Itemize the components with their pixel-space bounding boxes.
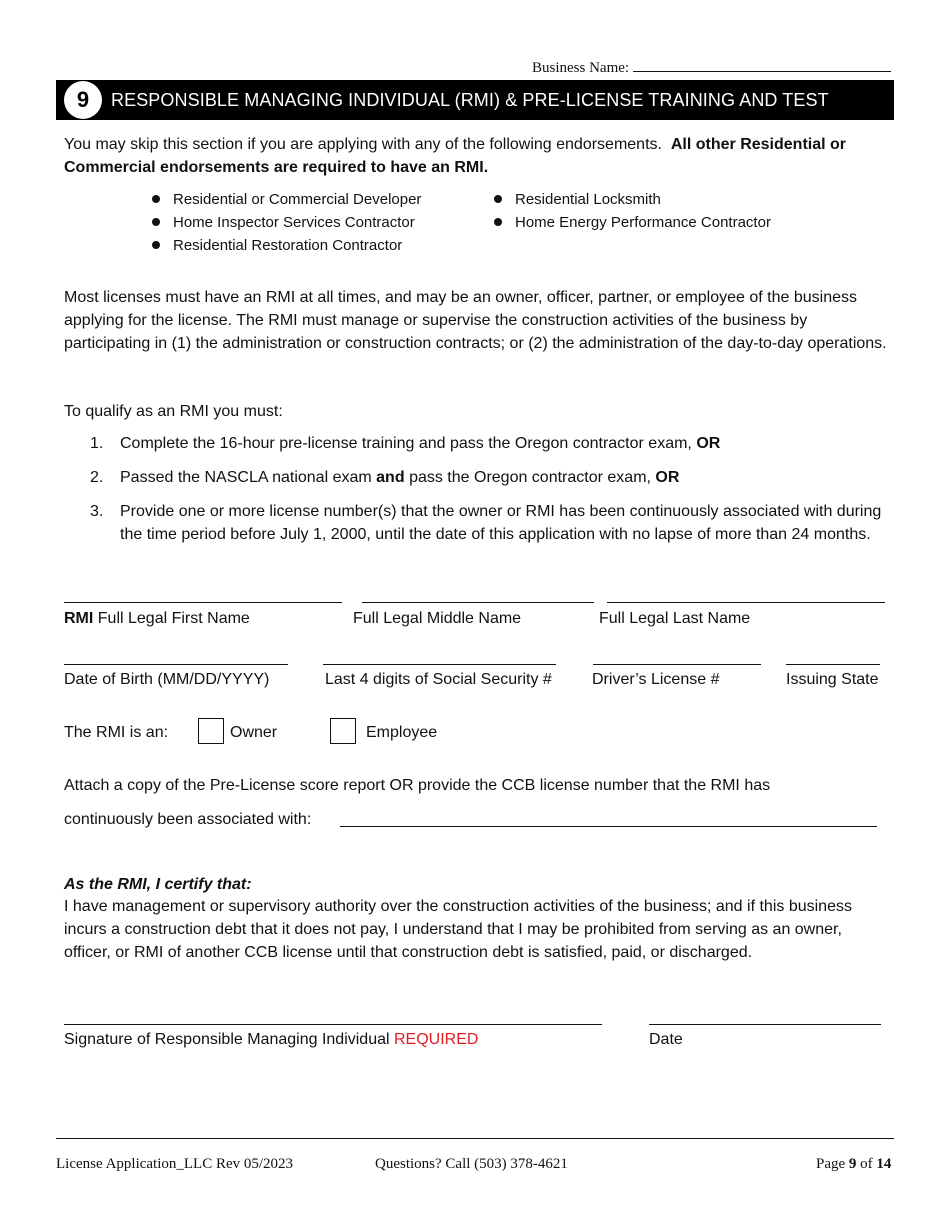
section-title: RESPONSIBLE MANAGING INDIVIDUAL (RMI) & PRE-LICENSE TRAINING AND TEST xyxy=(111,90,829,110)
qualify-item-1-number: 1. xyxy=(90,435,104,452)
business-name-field xyxy=(532,56,891,77)
footer-revision: License Application_LLC Rev 05/2023 xyxy=(56,1156,294,1172)
signature-line[interactable] xyxy=(64,1024,602,1025)
endorsement-item: Residential Restoration Contractor xyxy=(152,234,402,257)
footer-page-number: Page 9 of 14 xyxy=(816,1156,892,1172)
bullet-icon xyxy=(494,218,502,226)
owner-checkbox[interactable] xyxy=(198,718,224,744)
ssn-line[interactable] xyxy=(323,664,556,665)
intro-paragraph xyxy=(64,133,890,179)
rmi-type-label: The RMI is an: xyxy=(64,724,169,741)
section-number-badge: 9 xyxy=(64,81,102,119)
qualify-item-3: Provide one or more license number(s) that the owner or RMI has been continuously associated with during the time period before July 1, 2000, until the date of this application with no lapse of more than 24 months. xyxy=(120,503,882,543)
dob-label: Date of Birth (MM/DD/YYYY) xyxy=(64,671,270,688)
last-name-line[interactable] xyxy=(607,602,885,603)
dob-line[interactable] xyxy=(64,664,288,665)
signature-label: Signature of Responsible Managing Individual REQUIRED xyxy=(64,1031,479,1048)
endorsement-item: Home Energy Performance Contractor xyxy=(494,211,771,234)
drivers-license-label: Driver’s License # xyxy=(592,671,720,688)
certify-text: I have management or supervisory authority over the construction activities of the business; and if this business incurs a construction debt that it does not pay, I understand that I may be prohibited from serving as an owner, officer, or RMI of another CCB license until that construction debt is satisfied, paid, or discharged. xyxy=(64,898,852,961)
first-name-label: RMI Full Legal First Name xyxy=(64,610,250,627)
employee-checkbox[interactable] xyxy=(330,718,356,744)
last-name-label: Full Legal Last Name xyxy=(599,610,751,627)
middle-name-line[interactable] xyxy=(362,602,594,603)
endorsement-item: Home Inspector Services Contractor xyxy=(152,211,415,234)
intro-bold-text: All other Residential or Commercial endorsements are required to have an RMI. xyxy=(64,136,846,176)
qualify-heading: To qualify as an RMI you must: xyxy=(64,403,283,420)
date-label: Date xyxy=(649,1031,683,1048)
footer-rule xyxy=(56,1138,894,1139)
certify-heading: As the RMI, I certify that: xyxy=(64,876,252,893)
bullet-icon xyxy=(152,195,160,203)
endorsement-item: Residential or Commercial Developer xyxy=(152,188,421,211)
first-name-line[interactable] xyxy=(64,602,342,603)
endorsement-item: Residential Locksmith xyxy=(494,188,661,211)
business-name-line[interactable] xyxy=(633,56,891,72)
bullet-icon xyxy=(152,241,160,249)
middle-name-label: Full Legal Middle Name xyxy=(353,610,522,627)
footer-phone: Questions? Call (503) 378-4621 xyxy=(375,1156,568,1172)
intro-text: You may skip this section if you are applying with any of the following endorsements. xyxy=(64,136,662,153)
qualify-item-2-number: 2. xyxy=(90,469,104,486)
issuing-state-label: Issuing State xyxy=(786,671,879,688)
bullet-icon xyxy=(152,218,160,226)
date-line[interactable] xyxy=(649,1024,881,1025)
employee-label: Employee xyxy=(366,724,438,741)
drivers-license-line[interactable] xyxy=(593,664,761,665)
required-marker: REQUIRED xyxy=(394,1031,479,1048)
attach-line-2: continuously been associated with: xyxy=(64,811,312,828)
attach-line-1: Attach a copy of the Pre-License score report OR provide the CCB license number that the RMI has xyxy=(64,777,771,794)
ssn-label: Last 4 digits of Social Security # xyxy=(325,671,552,688)
qualify-item-1: Complete the 16-hour pre-license training and pass the Oregon contractor exam, OR xyxy=(120,435,721,452)
bullet-icon xyxy=(494,195,502,203)
ccb-license-number-line[interactable] xyxy=(340,826,877,827)
qualify-item-3-number: 3. xyxy=(90,503,104,520)
rmi-paragraph: Most licenses must have an RMI at all times, and may be an owner, officer, partner, or employee of the business applying for the license. The RMI must manage or supervise the construction activities of the business by participating in (1) the administration or construction contracts; or (2) the administration of the day-to-day operations. xyxy=(64,289,887,352)
issuing-state-line[interactable] xyxy=(786,664,880,665)
business-name-label: Business Name: xyxy=(532,60,630,76)
qualify-item-2: Passed the NASCLA national exam and pass the Oregon contractor exam, OR xyxy=(120,469,680,486)
owner-label: Owner xyxy=(230,724,278,741)
